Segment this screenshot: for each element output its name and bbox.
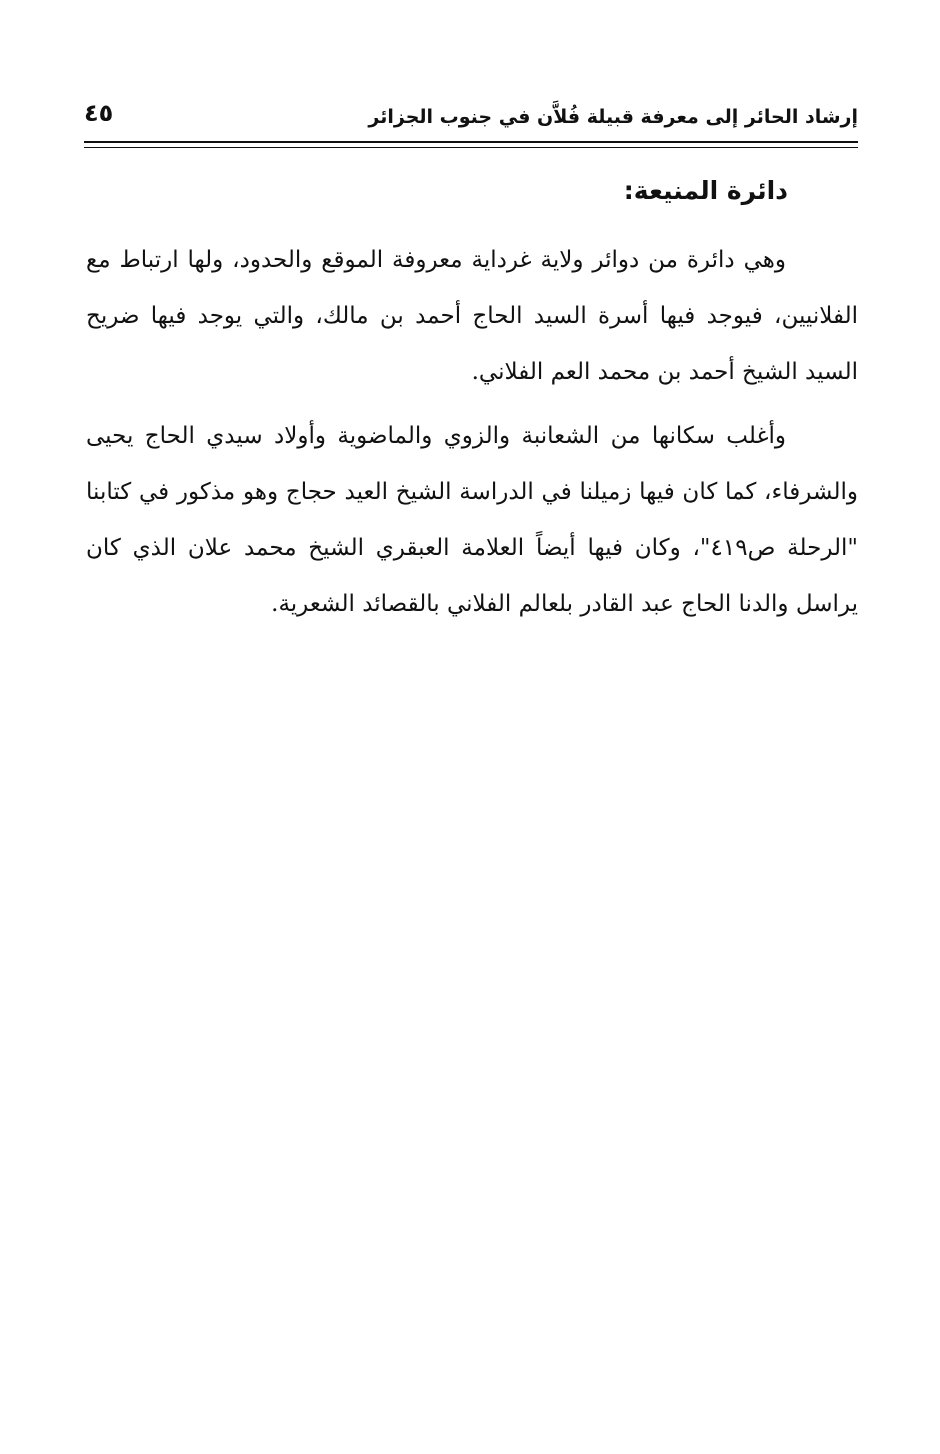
paragraph-2: وأغلب سكانها من الشعانبة والزوي والماضوية وأولاد سيدي الحاج يحيى والشرفاء، كما كان فيها زميلنا في الدراسة الشيخ العيد حجاج وهو مذكور في كتابنا "الرحلة ص٤١٩"، وكان فيها أيضاً العلامة العبقري الشيخ محمد علان الذي كان يراسل والدنا الحاج عبد القادر بلعالم الفلاني بالقصائد الشعرية. bbox=[86, 423, 859, 617]
page-body bbox=[86, 168, 858, 632]
paragraph-1: وهي دائرة من دوائر ولاية غرداية معروفة الموقع والحدود، ولها ارتباط مع الفلانيين، فيوجد فيها أسرة السيد الحاج أحمد بن مالك، والتي يوجد فيها ضريح السيد الشيخ أحمد بن محمد العم الفلاني. bbox=[86, 247, 858, 385]
header-rule-thick bbox=[84, 141, 858, 143]
header-rule-thin bbox=[84, 147, 858, 148]
running-header bbox=[84, 98, 858, 138]
section-heading: دائرة المنيعة: bbox=[623, 176, 788, 205]
page-number: ٤٥ bbox=[84, 99, 114, 127]
running-header-title: إرشاد الحائر إلى معرفة قبيلة فُلاَّن في جنوب الجزائر bbox=[368, 106, 858, 128]
